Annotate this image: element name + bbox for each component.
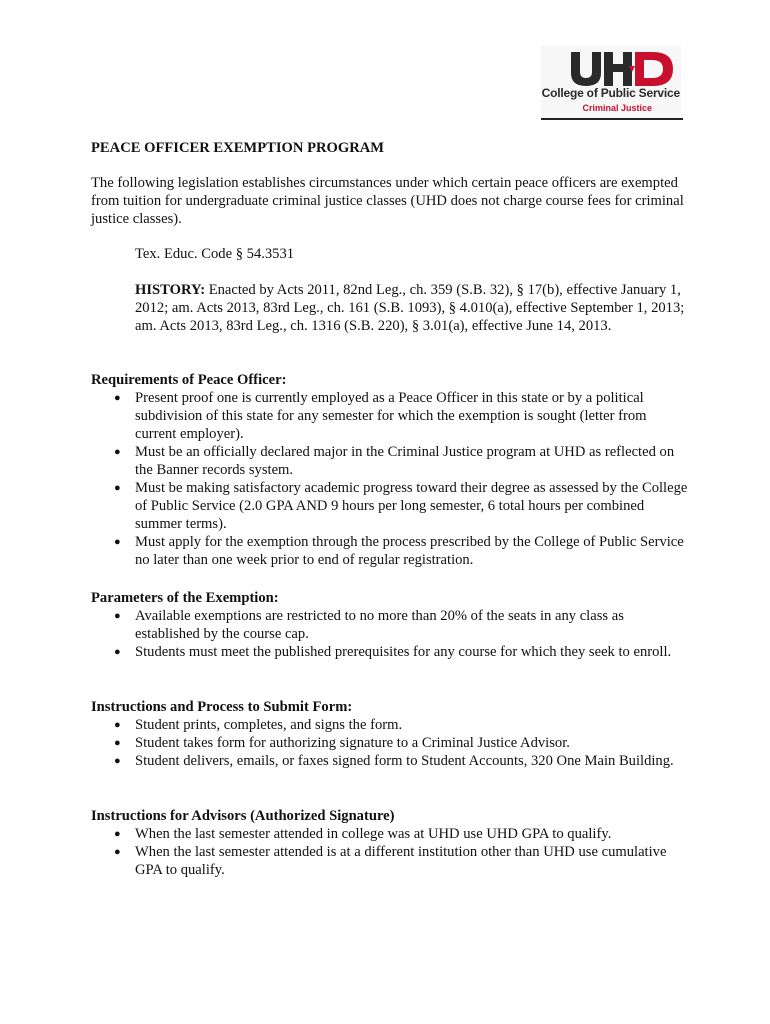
list-item <box>91 389 691 443</box>
bullet-icon: ● <box>114 446 121 458</box>
instructions-list <box>91 716 691 770</box>
list-item-text: Must be an officially declared major in the Criminal Justice program at UHD as reflected on the Banner records system. <box>135 444 675 478</box>
section-heading-parameters: Parameters of the Exemption: <box>91 590 279 606</box>
intro-paragraph: The following legislation establishes circumstances under which certain peace officers are exempted from tuition for undergraduate criminal justice classes (UHD does not charge course fees for criminal justice classes). <box>91 175 684 227</box>
uhd-logo <box>541 46 681 118</box>
bullet-icon: ● <box>114 482 121 494</box>
bullet-icon: ● <box>114 737 121 749</box>
list-item <box>91 443 691 479</box>
bullet-icon: ● <box>114 536 121 548</box>
list-item <box>91 716 691 734</box>
list-item-text: Must be making satisfactory academic progress toward their degree as assessed by the College of Public Service (2.0 GPA AND 9 hours per long semester, 6 total hours per combined summer terms). <box>135 480 688 532</box>
list-item-text: Student delivers, emails, or faxes signed form to Student Accounts, 320 One Main Building. <box>135 753 674 769</box>
list-item-text: When the last semester attended is at a different institution other than UHD use cumulative GPA to qualify. <box>135 844 667 878</box>
list-item-text: Student prints, completes, and signs the form. <box>135 717 403 733</box>
list-item-text: Students must meet the published prerequisites for any course for which they seek to enroll. <box>135 644 672 660</box>
statute-citation: Tex. Educ. Code § 54.3531 <box>135 246 295 262</box>
list-item <box>91 734 691 752</box>
section-heading-instructions: Instructions and Process to Submit Form: <box>91 699 353 715</box>
bullet-icon: ● <box>114 828 121 840</box>
section-heading-advisors: Instructions for Advisors (Authorized Signature) <box>91 808 395 824</box>
list-item-text: Present proof one is currently employed as a Peace Officer in this state or by a political subdivision of this state for any semester for which the exemption is sought (letter from current employer). <box>135 390 647 442</box>
bullet-icon: ● <box>114 719 121 731</box>
bullet-icon: ● <box>114 392 121 404</box>
bullet-icon: ● <box>114 646 121 658</box>
list-item <box>91 643 691 661</box>
list-item <box>91 843 691 879</box>
list-item <box>91 533 691 569</box>
list-item-text: When the last semester attended in college was at UHD use UHD GPA to qualify. <box>135 826 612 842</box>
history-text: Enacted by Acts 2011, 82nd Leg., ch. 359 (S.B. 32), § 17(b), effective January 1, 2012; am. Acts 2013, 83rd Leg., ch. 161 (S.B. 1093), § 4.010(a), effective September 1, 2013; am. Acts 2013, 83rd Leg., ch. 1316 (S.B. 220), § 3.01(a), effective June 14, 2013. <box>135 282 685 334</box>
list-item <box>91 752 691 770</box>
bullet-icon: ● <box>114 846 121 858</box>
advisors-list <box>91 825 691 879</box>
list-item <box>91 825 691 843</box>
bullet-icon: ● <box>114 610 121 622</box>
section-heading-requirements: Requirements of Peace Officer: <box>91 372 287 388</box>
history-paragraph <box>135 281 695 335</box>
requirements-list <box>91 389 691 569</box>
list-item <box>91 479 691 533</box>
logo-department-name: Criminal Justice <box>582 103 652 113</box>
bullet-icon: ● <box>114 755 121 767</box>
history-label: HISTORY: <box>135 282 206 298</box>
header-rule <box>541 118 683 120</box>
list-item-text: Available exemptions are restricted to no more than 20% of the seats in any class as established by the course cap. <box>135 608 624 642</box>
parameters-list <box>91 607 691 661</box>
list-item-text: Must apply for the exemption through the process prescribed by the College of Public Service no later than one week prior to end of regular registration. <box>135 534 684 568</box>
uhd-logo-mark <box>569 50 681 88</box>
logo-college-name: College of Public Service <box>541 86 680 100</box>
document-title: PEACE OFFICER EXEMPTION PROGRAM <box>91 140 385 156</box>
list-item-text: Student takes form for authorizing signature to a Criminal Justice Advisor. <box>135 735 570 751</box>
list-item <box>91 607 691 643</box>
